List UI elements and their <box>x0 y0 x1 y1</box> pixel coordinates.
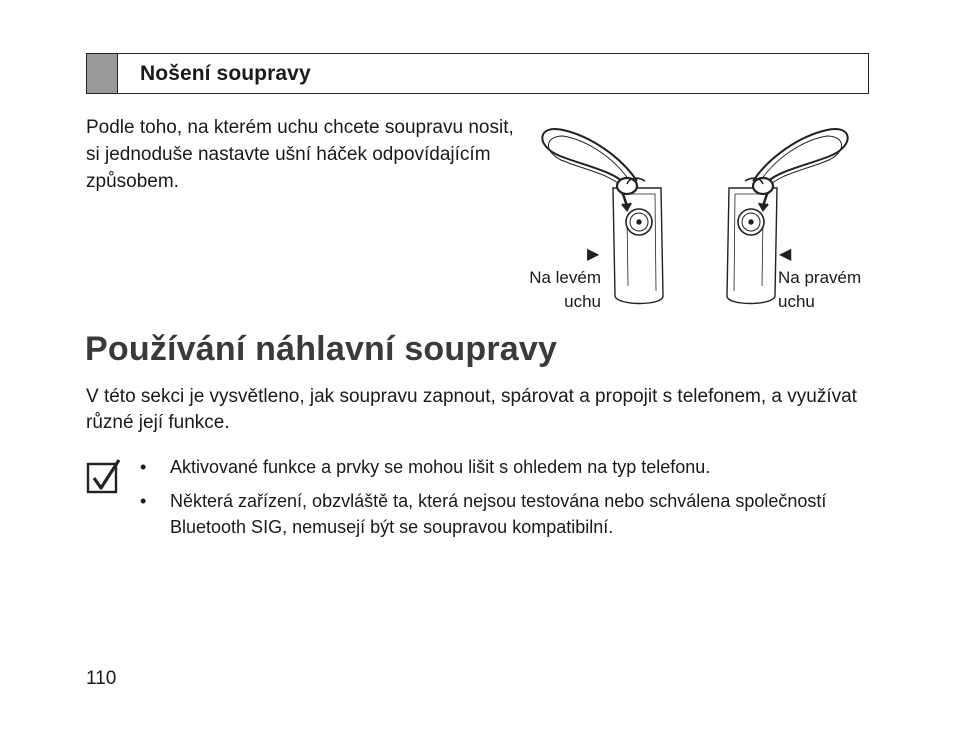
left-pointer-arrow: ▶ <box>587 244 600 263</box>
note-text: Aktivované funkce a prvky se mohou lišit s ohledem na typ telefonu. <box>170 457 711 477</box>
right-ear-label-line2: uchu <box>778 292 815 311</box>
left-ear-label-line1: Na levém <box>529 268 601 287</box>
right-ear-label <box>778 266 888 314</box>
left-ear-label-line2: uchu <box>564 292 601 311</box>
bullet: • <box>140 457 147 477</box>
right-pointer-arrow: ◀ <box>779 244 792 263</box>
note-text: Některá zařízení, obzvláště ta, která nejsou testována nebo schválena společností Bluetooth SIG, nemusejí být se soupravou kompatibilní. <box>170 491 827 537</box>
page-title: Používání náhlavní soupravy <box>85 330 558 368</box>
notes-list <box>136 454 876 548</box>
section-header <box>86 53 869 94</box>
section-title: Nošení soupravy <box>140 61 311 85</box>
list-item <box>136 454 876 480</box>
list-item <box>136 488 876 540</box>
headset-figure <box>505 126 885 326</box>
section-intro: Podle toho, na kterém uchu chcete soupravu nosit, si jednoduše nastavte ušní háček odpovídajícím způsobem. <box>86 117 514 192</box>
left-ear-label <box>505 266 601 314</box>
page-number: 110 <box>86 668 117 689</box>
main-intro: V této sekci je vysvětleno, jak soupravu zapnout, spárovat a propojit s telefonem, a využívat různé její funkce. <box>86 386 857 433</box>
bullet: • <box>140 491 147 511</box>
checkbox-note-icon <box>86 458 122 496</box>
right-ear-label-line1: Na pravém <box>778 268 862 287</box>
section-marker <box>87 54 118 93</box>
